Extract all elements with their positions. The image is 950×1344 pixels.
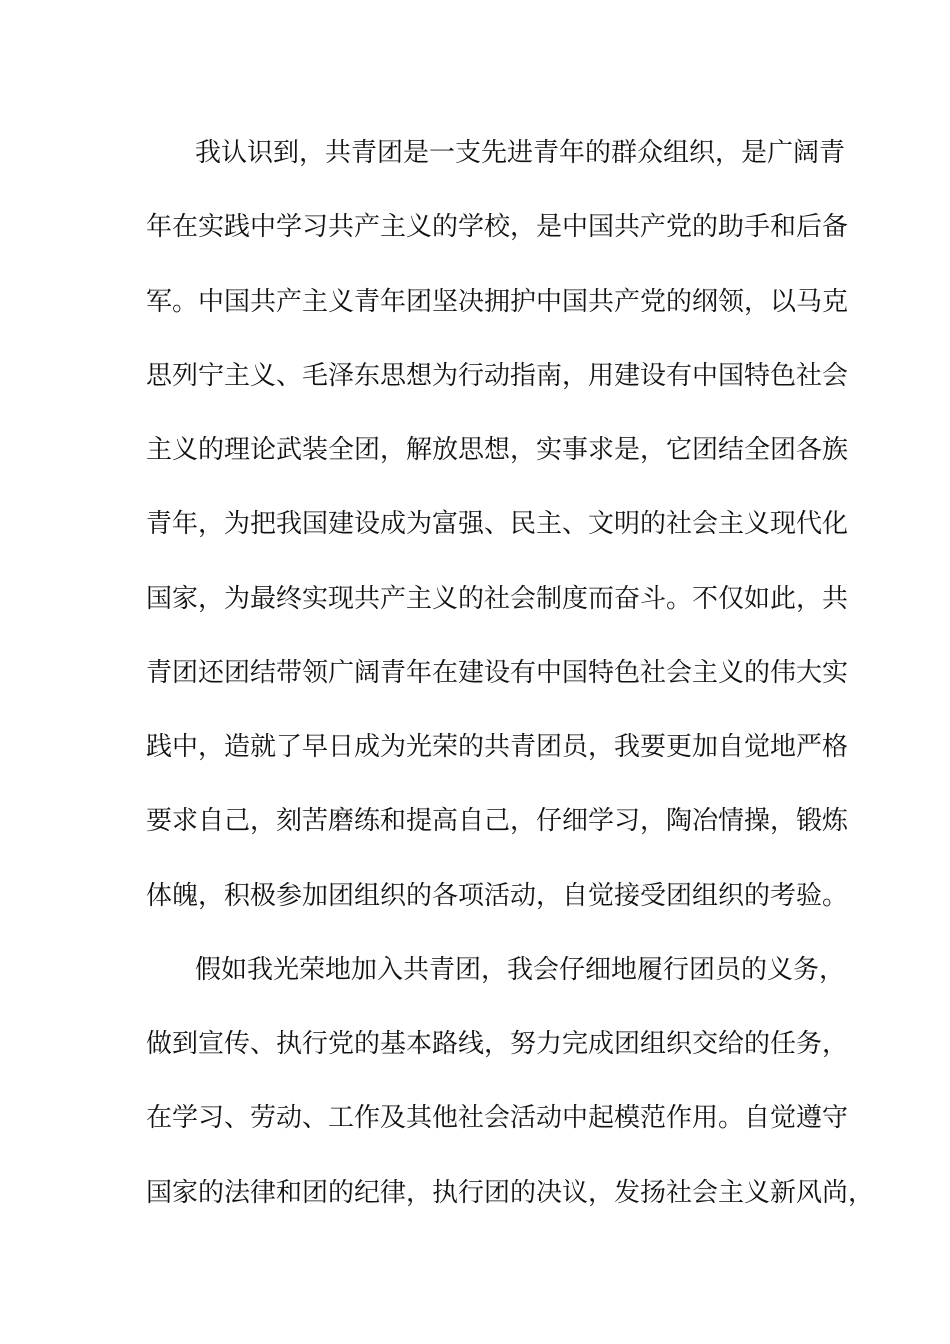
paragraph-2-line-1: 假如我光荣地加入共青团，我会仔细地履行团员的义务， xyxy=(195,955,846,985)
paragraph-1-line-6: 青年，为把我国建设成为富强、民主、文明的社会主义现代化 xyxy=(146,509,849,539)
paragraph-1-line-3: 军。中国共产主义青年团坚决拥护中国共产党的纲领，以马克 xyxy=(146,287,849,317)
paragraph-1-line-5: 主义的理论武装全团，解放思想，实事求是，它团结全团各族 xyxy=(146,435,849,465)
paragraph-1-line-1: 我认识到，共青团是一支先进青年的群众组织，是广阔青 xyxy=(195,138,846,168)
paragraph-2-line-4: 国家的法律和团的纪律，执行团的决议，发扬社会主义新风尚， xyxy=(146,1178,875,1208)
paragraph-1-line-9: 践中，造就了早日成为光荣的共青团员，我要更加自觉地严格 xyxy=(146,732,849,762)
paragraph-1-line-4: 思列宁主义、毛泽东思想为行动指南，用建设有中国特色社会 xyxy=(146,361,849,391)
paragraph-1-line-10: 要求自己，刻苦磨练和提高自己，仔细学习，陶冶情操，锻炼 xyxy=(146,806,849,836)
paragraph-2-line-3: 在学习、劳动、工作及其他社会活动中起模范作用。自觉遵守 xyxy=(146,1103,849,1133)
paragraph-2-line-2: 做到宣传、执行党的基本路线，努力完成团组织交给的任务， xyxy=(146,1029,849,1059)
paragraph-1-line-11: 体魄，积极参加团组织的各项活动，自觉接受团组织的考验。 xyxy=(146,881,849,911)
paragraph-1-line-7: 国家，为最终实现共产主义的社会制度而奋斗。不仅如此，共 xyxy=(146,584,849,614)
paragraph-1-line-8: 青团还团结带领广阔青年在建设有中国特色社会主义的伟大实 xyxy=(146,658,849,688)
paragraph-1-line-2: 年在实践中学习共产主义的学校，是中国共产党的助手和后备 xyxy=(146,212,849,242)
